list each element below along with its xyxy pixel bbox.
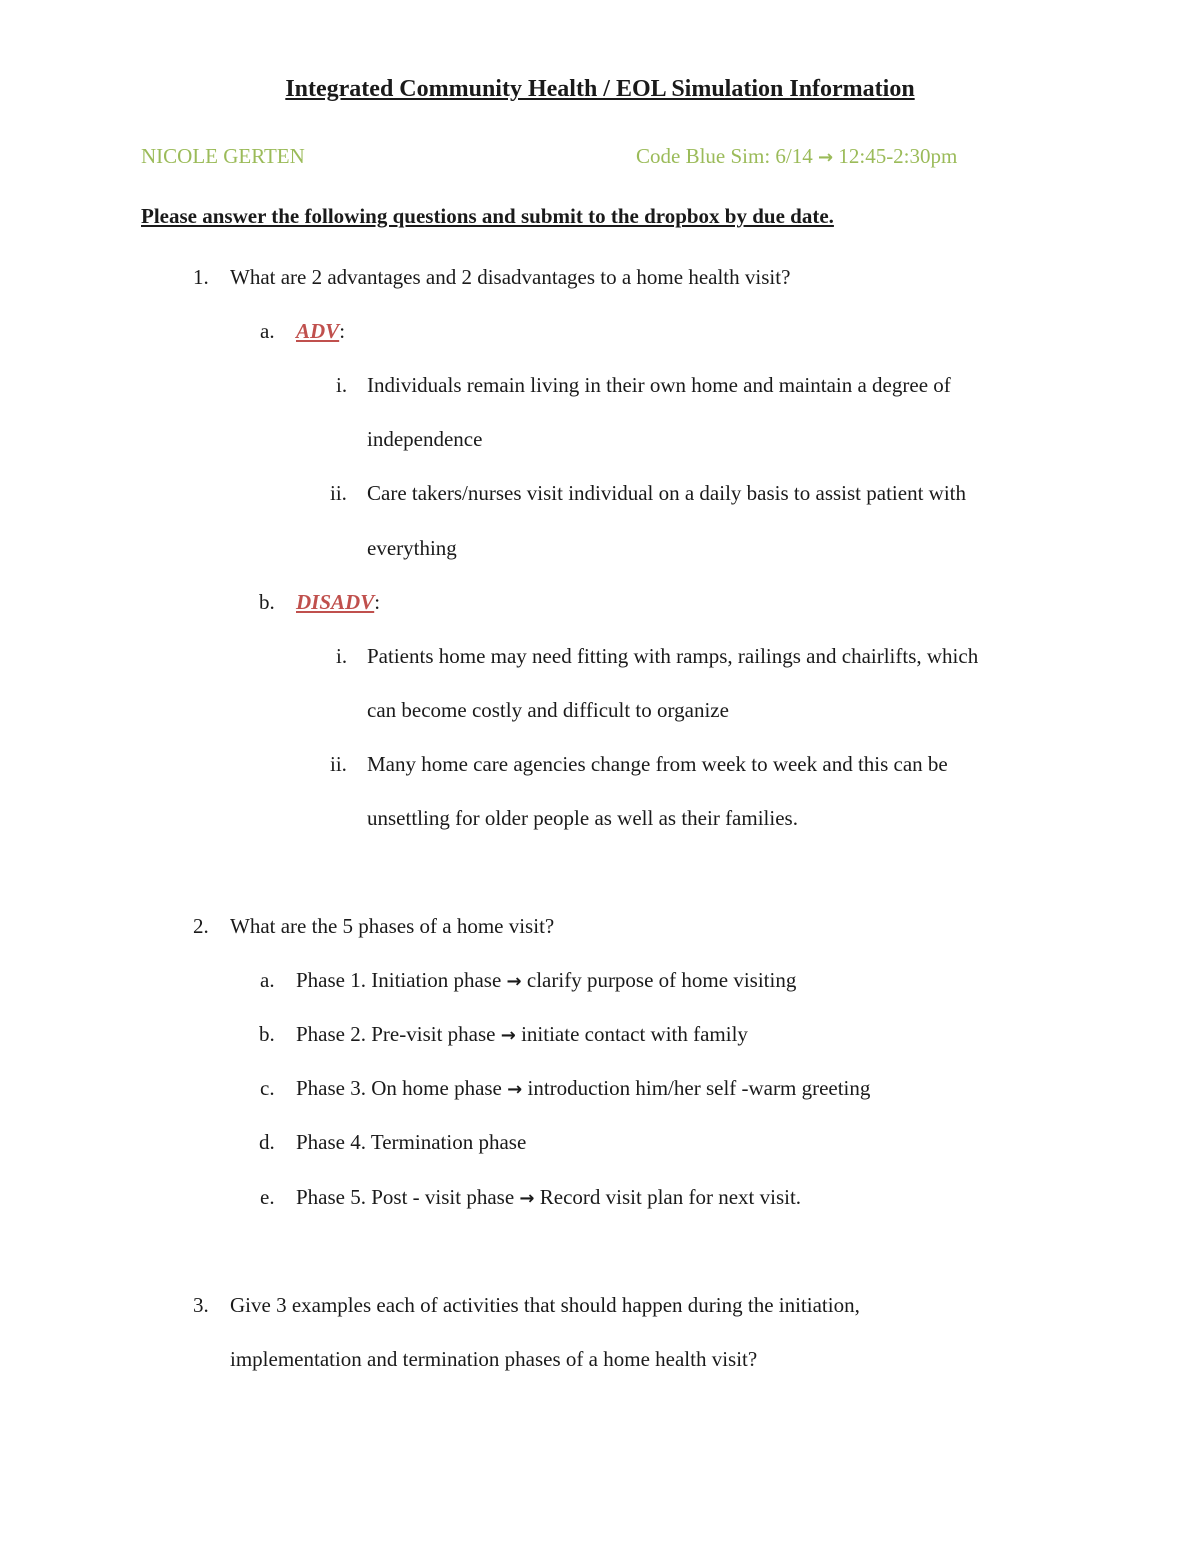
right-arrow-icon: → bbox=[818, 147, 834, 168]
q3-line2: implementation and termination phases of a home health visit? bbox=[230, 1347, 758, 1371]
disadv-item-1-line2: can become costly and difficult to organize bbox=[367, 698, 729, 722]
phase-3-text: Phase 3. On home phase bbox=[296, 1076, 502, 1100]
phase-2-marker: b. bbox=[259, 1022, 275, 1046]
adv-colon: : bbox=[339, 319, 346, 343]
q2-number: 2. bbox=[193, 914, 209, 938]
disadv-item-2-line2: unsettling for older people as well as their families. bbox=[367, 806, 798, 830]
sim-info bbox=[636, 143, 957, 171]
phase-5-detail: Record visit plan for next visit. bbox=[539, 1185, 802, 1209]
adv-label: ADV bbox=[296, 319, 340, 343]
phase-1-text: Phase 1. Initiation phase bbox=[296, 968, 502, 992]
disadv-item-1-line1: Patients home may need fitting with ramps, railings and chairlifts, which bbox=[367, 644, 979, 668]
q1-a-marker: a. bbox=[260, 319, 275, 343]
right-arrow-icon: → bbox=[500, 1025, 516, 1046]
q1-adv-heading bbox=[296, 318, 345, 344]
instruction: Please answer the following questions and submit to the dropbox by due date. bbox=[141, 204, 834, 228]
q3-number: 3. bbox=[193, 1293, 209, 1317]
phase-1-marker: a. bbox=[260, 968, 275, 992]
phase-1 bbox=[296, 967, 796, 995]
right-arrow-icon: → bbox=[507, 1079, 523, 1100]
sim-time: 12:45-2:30pm bbox=[838, 144, 958, 168]
adv-item-2-marker: ii. bbox=[330, 481, 347, 505]
phase-4-text: Phase 4. Termination phase bbox=[296, 1130, 527, 1154]
phase-2-text: Phase 2. Pre-visit phase bbox=[296, 1022, 496, 1046]
disadv-colon: : bbox=[374, 590, 381, 614]
q1-b-marker: b. bbox=[259, 590, 275, 614]
student-name: NICOLE GERTEN bbox=[141, 144, 305, 168]
disadv-item-1-marker: i. bbox=[336, 644, 348, 668]
q2-text: What are the 5 phases of a home visit? bbox=[230, 914, 555, 938]
phase-2-detail: initiate contact with family bbox=[521, 1022, 748, 1046]
document-title: Integrated Community Health / EOL Simulation Information bbox=[285, 76, 915, 102]
adv-item-2-line1: Care takers/nurses visit individual on a daily basis to assist patient with bbox=[367, 481, 966, 505]
q1-disadv-heading bbox=[296, 589, 380, 615]
phase-5 bbox=[296, 1184, 801, 1212]
phase-3-marker: c. bbox=[260, 1076, 275, 1100]
phase-5-text: Phase 5. Post - visit phase bbox=[296, 1185, 515, 1209]
phase-3-detail: introduction him/her self -warm greeting bbox=[527, 1076, 871, 1100]
phase-3 bbox=[296, 1075, 870, 1103]
phase-4-marker: d. bbox=[259, 1130, 275, 1154]
q1-text: What are 2 advantages and 2 disadvantages to a home health visit? bbox=[230, 265, 791, 289]
right-arrow-icon: → bbox=[506, 971, 522, 992]
phase-1-detail: clarify purpose of home visiting bbox=[526, 968, 797, 992]
disadv-label: DISADV bbox=[296, 590, 375, 614]
disadv-item-2-marker: ii. bbox=[330, 752, 347, 776]
phase-5-marker: e. bbox=[260, 1185, 275, 1209]
adv-item-2-line2: everything bbox=[367, 536, 457, 560]
adv-item-1-line1: Individuals remain living in their own home and maintain a degree of bbox=[367, 373, 951, 397]
disadv-item-2-line1: Many home care agencies change from week to week and this can be bbox=[367, 752, 948, 776]
phase-2 bbox=[296, 1021, 748, 1049]
right-arrow-icon: → bbox=[519, 1188, 535, 1209]
sim-label: Code Blue Sim: 6/14 bbox=[636, 144, 813, 168]
q3-line1: Give 3 examples each of activities that should happen during the initiation, bbox=[230, 1293, 860, 1317]
adv-item-1-line2: independence bbox=[367, 427, 483, 451]
q1-number: 1. bbox=[193, 265, 209, 289]
adv-item-1-marker: i. bbox=[336, 373, 348, 397]
